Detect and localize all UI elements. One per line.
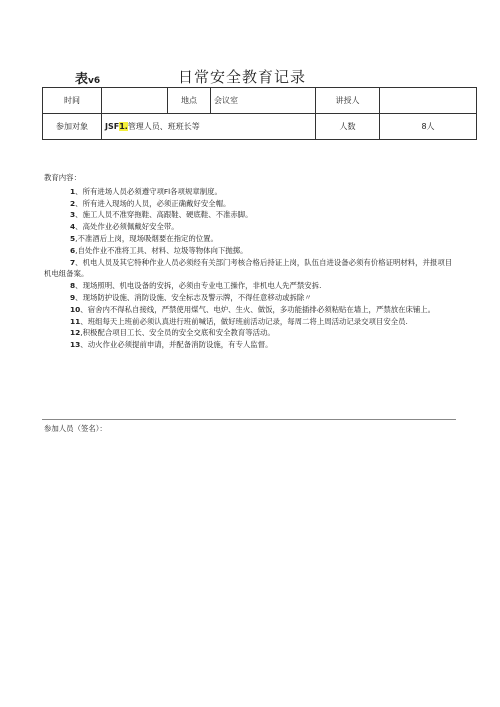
meta-row-2: [43, 114, 477, 140]
time-value: [102, 88, 168, 114]
content-item: 12,积极配合项目工长、安全员的安全交底和安全教育等活动。: [70, 328, 275, 338]
content-item: 11、班组每天上班前必须认真进行班前喊话，做好班前活动记录，每周二将上周活动记录交项目安全员.: [70, 316, 408, 326]
signature-label: 参加人员（签名）：: [44, 424, 107, 433]
time-label: 时间: [43, 88, 102, 114]
content-item: 7、机电人员及其它特种作业人员必须经有关部门考核合格后持证上岗，队伍自进设备必须有价格证明材料，并报项目机电组备案。: [44, 257, 453, 279]
content-item: 9、现场防护设施、消防设施、安全标志及警示牌，不得任意移动或拆除〃: [70, 292, 312, 302]
audience-highlight: 1.: [119, 122, 128, 131]
meta-row-1: [43, 88, 477, 114]
table-number: [75, 68, 100, 87]
place-value: 会议室: [211, 88, 316, 114]
content-item: 3、施工人员不准穿拖鞋、高跟鞋、硬底鞋、不准赤脚。: [70, 210, 253, 220]
lecturer-label: 讲授人: [316, 88, 380, 114]
audience-prefix: JSF: [105, 122, 120, 131]
audience-value: [102, 114, 316, 140]
education-content: [44, 172, 458, 351]
lecturer-value: [380, 88, 477, 114]
count-value: 8人: [380, 114, 477, 140]
content-item: 1、所有进场人员必须遵守项Fl各项规章制度。: [70, 186, 222, 196]
content-item: 2、所有进入现场的人员，必须正确戴好安全帽。: [70, 198, 231, 208]
content-item: 4、高处作业必须佩戴好安全带。: [70, 222, 179, 232]
content-item: 5,不准酒后上岗，现场吸烟要在指定的位置。: [70, 233, 218, 243]
meta-table: [42, 87, 477, 140]
place-label: 地点: [168, 88, 211, 114]
section-divider: [42, 419, 456, 420]
content-heading: 教育内容：: [44, 173, 81, 182]
title-row: [0, 66, 500, 86]
count-label: 人数: [316, 114, 380, 140]
content-item: 10、宿舍内不得私自接线，严禁使用煤气、电炉、生火、做饭，多功能插排必须粘贴在墙上，严禁放在床铺上。: [70, 304, 436, 314]
table-label: 表: [75, 72, 89, 87]
audience-rest: 管理人员、班班长等: [127, 122, 200, 131]
content-item: 6,自处作业不准将工具、材料、垃圾等物体向下抛掷。: [70, 245, 248, 255]
content-item: 8、现场照明、机电设备的安拆，必须由专业电工操作，非机电人先严禁安拆.: [70, 281, 322, 291]
document-title: 日常安全教育记录: [178, 68, 307, 86]
audience-label: 参加对象: [43, 114, 102, 140]
table-number-value: v6: [88, 76, 101, 86]
content-item: 13、动火作业必须提前申请，并配备消防设施，有专人监督。: [70, 340, 273, 350]
